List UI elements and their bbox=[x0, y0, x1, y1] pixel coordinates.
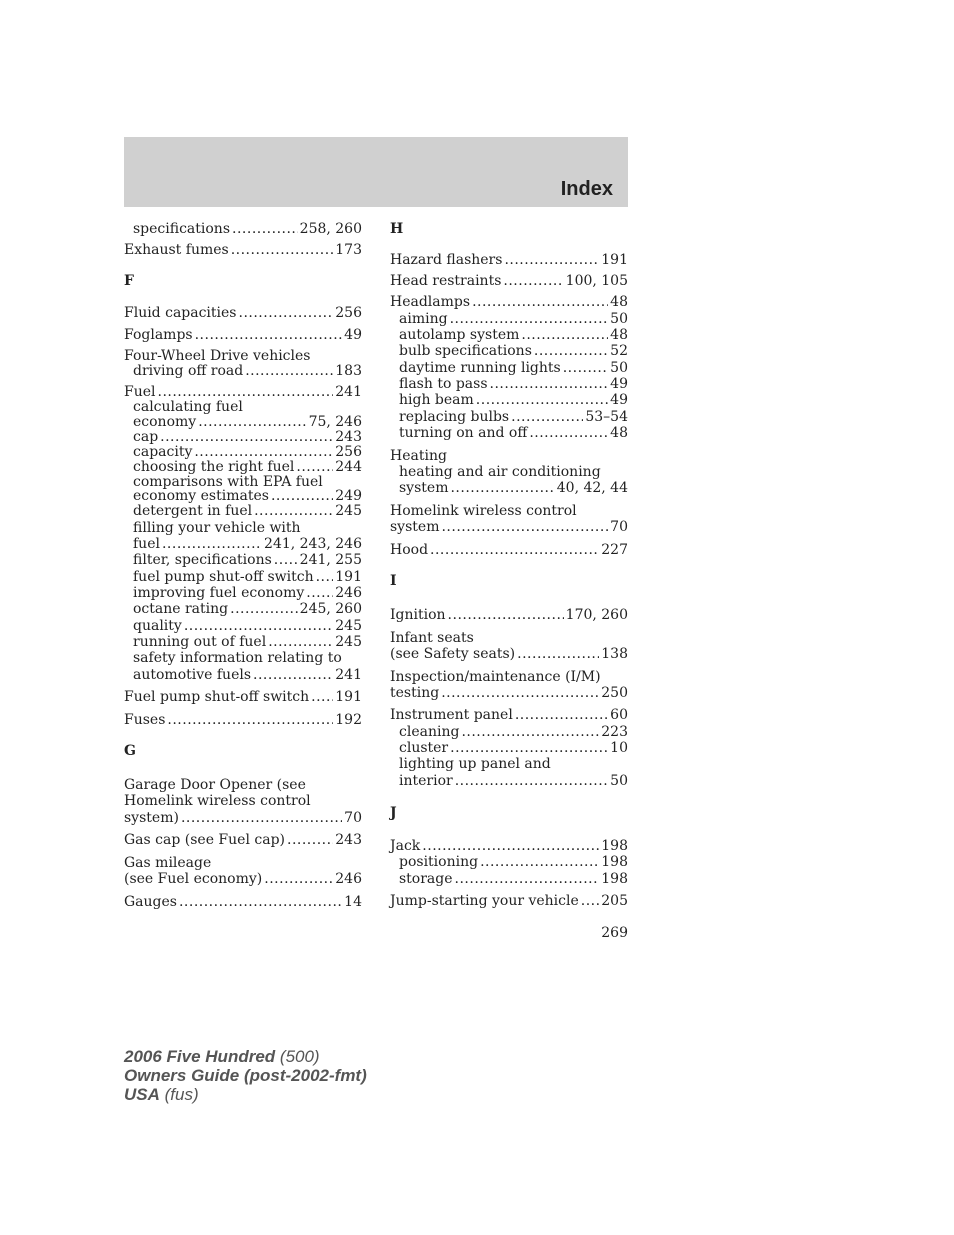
index-entry: comparisons with EPA fuel bbox=[133, 474, 323, 490]
index-entry: Foglamps ..... 49 bbox=[124, 327, 362, 344]
index-entry: filling your vehicle with bbox=[133, 520, 301, 536]
index-entry: Heating bbox=[390, 448, 447, 464]
index-entry: bulb specifications ..... 52 bbox=[399, 343, 628, 360]
section-letter: F bbox=[124, 273, 134, 289]
index-entry: Gas mileage bbox=[124, 855, 212, 871]
index-entry: system ..... 70 bbox=[390, 519, 628, 536]
index-entry: Infant seats bbox=[390, 630, 474, 646]
index-entry: Fuel pump shut-off switch ..... 191 bbox=[124, 689, 362, 706]
index-entry: economy estimates ..... 249 bbox=[133, 488, 362, 505]
index-entry: Jump-starting your vehicle ..... 205 bbox=[390, 893, 628, 910]
index-entry: running out of fuel ..... 245 bbox=[133, 634, 362, 651]
index-entry: Gauges ..... 14 bbox=[124, 894, 362, 911]
index-entry: Fuses ..... 192 bbox=[124, 712, 362, 729]
index-entry: capacity ..... 256 bbox=[133, 444, 362, 461]
index-entry: daytime running lights ..... 50 bbox=[399, 360, 628, 377]
index-entry: calculating fuel bbox=[133, 399, 243, 415]
index-entry: octane rating ..... 245, 260 bbox=[133, 601, 362, 618]
index-entry: Gas cap (see Fuel cap) ..... 243 bbox=[124, 832, 362, 849]
index-header-bar bbox=[124, 137, 628, 207]
index-entry: lighting up panel and bbox=[399, 756, 551, 772]
index-entry: Homelink wireless control bbox=[390, 503, 577, 519]
index-entry: Instrument panel ..... 60 bbox=[390, 707, 628, 724]
index-entry: automotive fuels ..... 241 bbox=[133, 667, 362, 684]
index-entry: replacing bulbs ..... 53–54 bbox=[399, 409, 628, 426]
index-entry: Hazard flashers ..... 191 bbox=[390, 252, 628, 269]
footer-model-code: (500) bbox=[279, 1047, 320, 1066]
index-entry: fuel ..... 241, 243, 246 bbox=[133, 536, 362, 553]
footer-publication-info bbox=[124, 1047, 367, 1104]
index-entry: system ..... 40, 42, 44 bbox=[399, 480, 628, 497]
index-entry: aiming ..... 50 bbox=[399, 311, 628, 328]
index-entry: turning on and off ..... 48 bbox=[399, 425, 628, 442]
index-entry: cleaning ..... 223 bbox=[399, 724, 628, 741]
index-entry: Ignition ..... 170, 260 bbox=[390, 607, 628, 624]
index-entry: Garage Door Opener (see bbox=[124, 777, 306, 793]
index-entry: autolamp system ..... 48 bbox=[399, 327, 628, 344]
index-entry: cap ..... 243 bbox=[133, 429, 362, 446]
index-entry: improving fuel economy ..... 246 bbox=[133, 585, 362, 602]
index-entry: testing ..... 250 bbox=[390, 685, 628, 702]
page-number: 269 bbox=[601, 925, 628, 941]
index-entry: positioning ..... 198 bbox=[399, 854, 628, 871]
index-entry: (see Fuel economy) ..... 246 bbox=[124, 871, 362, 888]
index-entry: storage ..... 198 bbox=[399, 871, 628, 888]
index-entry: Exhaust fumes ..... 173 bbox=[124, 242, 362, 259]
footer-model: 2006 Five Hundred bbox=[124, 1047, 276, 1066]
footer-guide-type: Owners Guide (post-2002-fmt) bbox=[124, 1066, 367, 1085]
index-entry: flash to pass ..... 49 bbox=[399, 376, 628, 393]
index-entry: high beam ..... 49 bbox=[399, 392, 628, 409]
index-entry: economy ..... 75, 246 bbox=[133, 414, 362, 431]
footer-market-code: (fus) bbox=[164, 1085, 199, 1104]
section-letter: I bbox=[390, 573, 397, 589]
index-entry: Fluid capacities ..... 256 bbox=[124, 305, 362, 322]
footer-market: USA bbox=[124, 1085, 160, 1104]
index-entry: (see Safety seats) ..... 138 bbox=[390, 646, 628, 663]
index-entry: specifications ..... 258, 260 bbox=[133, 221, 362, 238]
index-entry: choosing the right fuel ..... 244 bbox=[133, 459, 362, 476]
index-entry: Hood ..... 227 bbox=[390, 542, 628, 559]
index-entry: cluster ..... 10 bbox=[399, 740, 628, 757]
index-entry: detergent in fuel ..... 245 bbox=[133, 503, 362, 520]
index-entry: Headlamps ..... 48 bbox=[390, 294, 628, 311]
index-entry: Homelink wireless control bbox=[124, 793, 311, 809]
index-entry: Four-Wheel Drive vehicles bbox=[124, 348, 311, 364]
index-entry: fuel pump shut-off switch ..... 191 bbox=[133, 569, 362, 586]
index-entry: safety information relating to bbox=[133, 650, 342, 666]
index-entry: interior ..... 50 bbox=[399, 773, 628, 790]
index-entry: filter, specifications ..... 241, 255 bbox=[133, 552, 362, 569]
page-title: Index bbox=[560, 178, 613, 200]
index-entry: driving off road ..... 183 bbox=[133, 363, 362, 380]
index-entry: Fuel ..... 241 bbox=[124, 384, 362, 401]
section-letter: J bbox=[390, 805, 397, 821]
index-entry: system) ..... 70 bbox=[124, 810, 362, 827]
index-entry: heating and air conditioning bbox=[399, 464, 601, 480]
section-letter: G bbox=[124, 743, 136, 759]
index-entry: Inspection/maintenance (I/M) bbox=[390, 669, 601, 685]
index-entry: Head restraints ..... 100, 105 bbox=[390, 273, 628, 290]
section-letter: H bbox=[390, 221, 404, 237]
index-entry: quality ..... 245 bbox=[133, 618, 362, 635]
index-entry: Jack ..... 198 bbox=[390, 838, 628, 855]
